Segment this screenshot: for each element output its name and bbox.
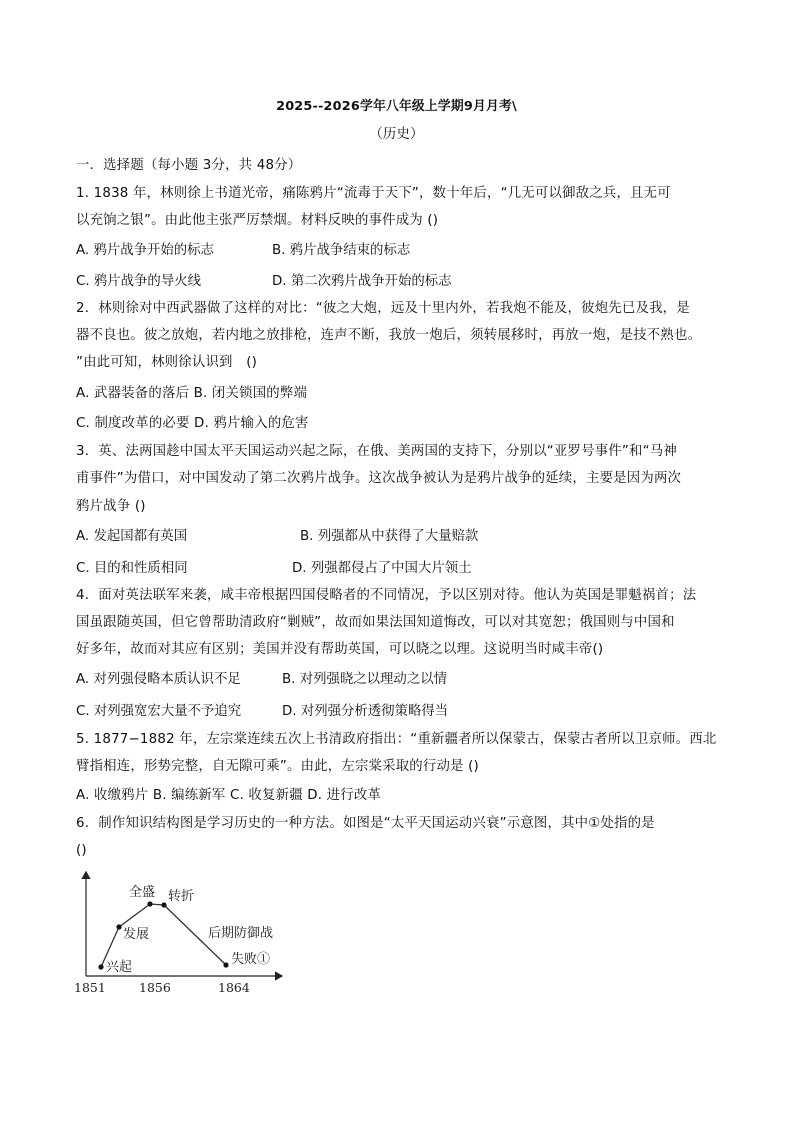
q3-option-b: B. 列强都从中获得了大量赔款 — [300, 529, 479, 544]
point-peak — [147, 901, 152, 906]
q3-option-a: A. 发起国都有英国 — [76, 529, 188, 544]
q2-line1: 2．林则徐对中西武器做了这样的对比：“彼之大炮，远及十里内外，若我炮不能及，彼炮先已及我，是 — [76, 301, 690, 316]
q4-line2: 国虽跟随英国，但它曾帮助清政府“剿贼”，故而如果法国知道悔改，可以对其宽恕；俄国则与中国和 — [76, 615, 675, 630]
label-develop: 发展 — [123, 927, 150, 942]
label-rise: 兴起 — [106, 960, 133, 975]
point-fail — [223, 962, 228, 967]
q6-line2: () — [76, 843, 87, 858]
q2-options-ab: A. 武器装备的落后 B. 闭关锁国的弊端 — [76, 386, 308, 401]
year-1851: 1851 — [74, 980, 106, 995]
q2-line2: 器不良也。彼之放炮，若内地之放排枪，连声不断，我放一炮后，须转展移时，再放一炮，是技不熟也。 — [76, 328, 702, 343]
label-turn: 转折 — [168, 889, 195, 904]
q4-option-b: B. 对列强晓之以理动之以情 — [282, 672, 447, 687]
exam-subject: （历史） — [369, 127, 424, 142]
q4-option-c: C. 对列强宽宏大量不予追究 — [76, 704, 242, 719]
year-1864: 1864 — [218, 980, 250, 995]
q3-line2: 甫事件”为借口，对中国发动了第二次鸦片战争。这次战争被认为是鸦片战争的延续，主要是因为两次 — [76, 471, 682, 486]
year-1856: 1856 — [139, 980, 171, 995]
q1-option-d: D. 第二次鸦片战争开始的标志 — [272, 274, 452, 289]
q1-option-b: B. 鸦片战争结束的标志 — [272, 243, 411, 258]
taiping-rise-fall-diagram — [72, 868, 292, 996]
q4-line1: 4．面对英法联军来袭，咸丰帝根据四国侵略者的不同情况，予以区别对待。他认为英国是罪魁祸首；法 — [76, 588, 697, 603]
q3-line1: 3．英、法两国趁中国太平天国运动兴起之际，在俄、美两国的支持下，分别以“亚罗号事件”和“马神 — [76, 444, 677, 459]
q6-line1: 6．制作知识结构图是学习历史的一种方法。如图是“太平天国运动兴衰”示意图，其中①处指的是 — [76, 816, 655, 831]
exam-title: 2025--2026学年八年级上学期9月月考\ — [276, 99, 517, 114]
q1-option-c: C. 鸦片战争的导火线 — [76, 274, 201, 289]
point-rise — [98, 964, 103, 969]
point-develop — [116, 924, 121, 929]
q4-option-a: A. 对列强侵略本质认识不足 — [76, 672, 241, 687]
q2-options-cd: C. 制度改革的必要 D. 鸦片输入的危害 — [76, 416, 309, 431]
q4-line3: 好多年，故而对其应有区别；美国并没有帮助英国，可以晓之以理。这说明当时咸丰帝() — [76, 642, 604, 657]
q4-option-d: D. 对列强分析透彻策略得当 — [282, 704, 449, 719]
q3-option-c: C. 目的和性质相同 — [76, 561, 188, 576]
q3-line3: 鸦片战争 () — [76, 499, 146, 514]
q5-options: A. 收缴鸦片 B. 编练新军 C. 收复新疆 D. 进行改革 — [76, 788, 382, 803]
q5-line2: 臂指相连，形势完整，自无隙可乘”。由此，左宗棠采取的行动是 () — [76, 759, 479, 774]
q5-line1: 5. 1877−1882 年，左宗棠连续五次上书清政府指出：“重新疆者所以保蒙古，保蒙古者所以卫京师。西北 — [76, 732, 717, 747]
q1-option-a: A. 鸦片战争开始的标志 — [76, 243, 214, 258]
point-turn — [161, 902, 166, 907]
section-heading: 一．选择题（每小题 3分，共 48分） — [76, 158, 302, 173]
q3-option-d: D. 列强都侵占了中国大片领土 — [292, 561, 472, 576]
label-fail: 失败① — [231, 952, 271, 967]
label-peak: 全盛 — [129, 885, 156, 900]
q1-line2: 以充饷之银”。由此他主张严厉禁烟。材料反映的事件成为 () — [76, 213, 439, 228]
q1-line1: 1. 1838 年，林则徐上书道光帝，痛陈鸦片“流毒于天下”，数十年后，“几无可以御敌之兵，且无可 — [76, 186, 671, 201]
q2-line3: ”由此可知，林则徐认识到 () — [76, 355, 258, 370]
label-late-defense: 后期防御战 — [208, 926, 274, 941]
